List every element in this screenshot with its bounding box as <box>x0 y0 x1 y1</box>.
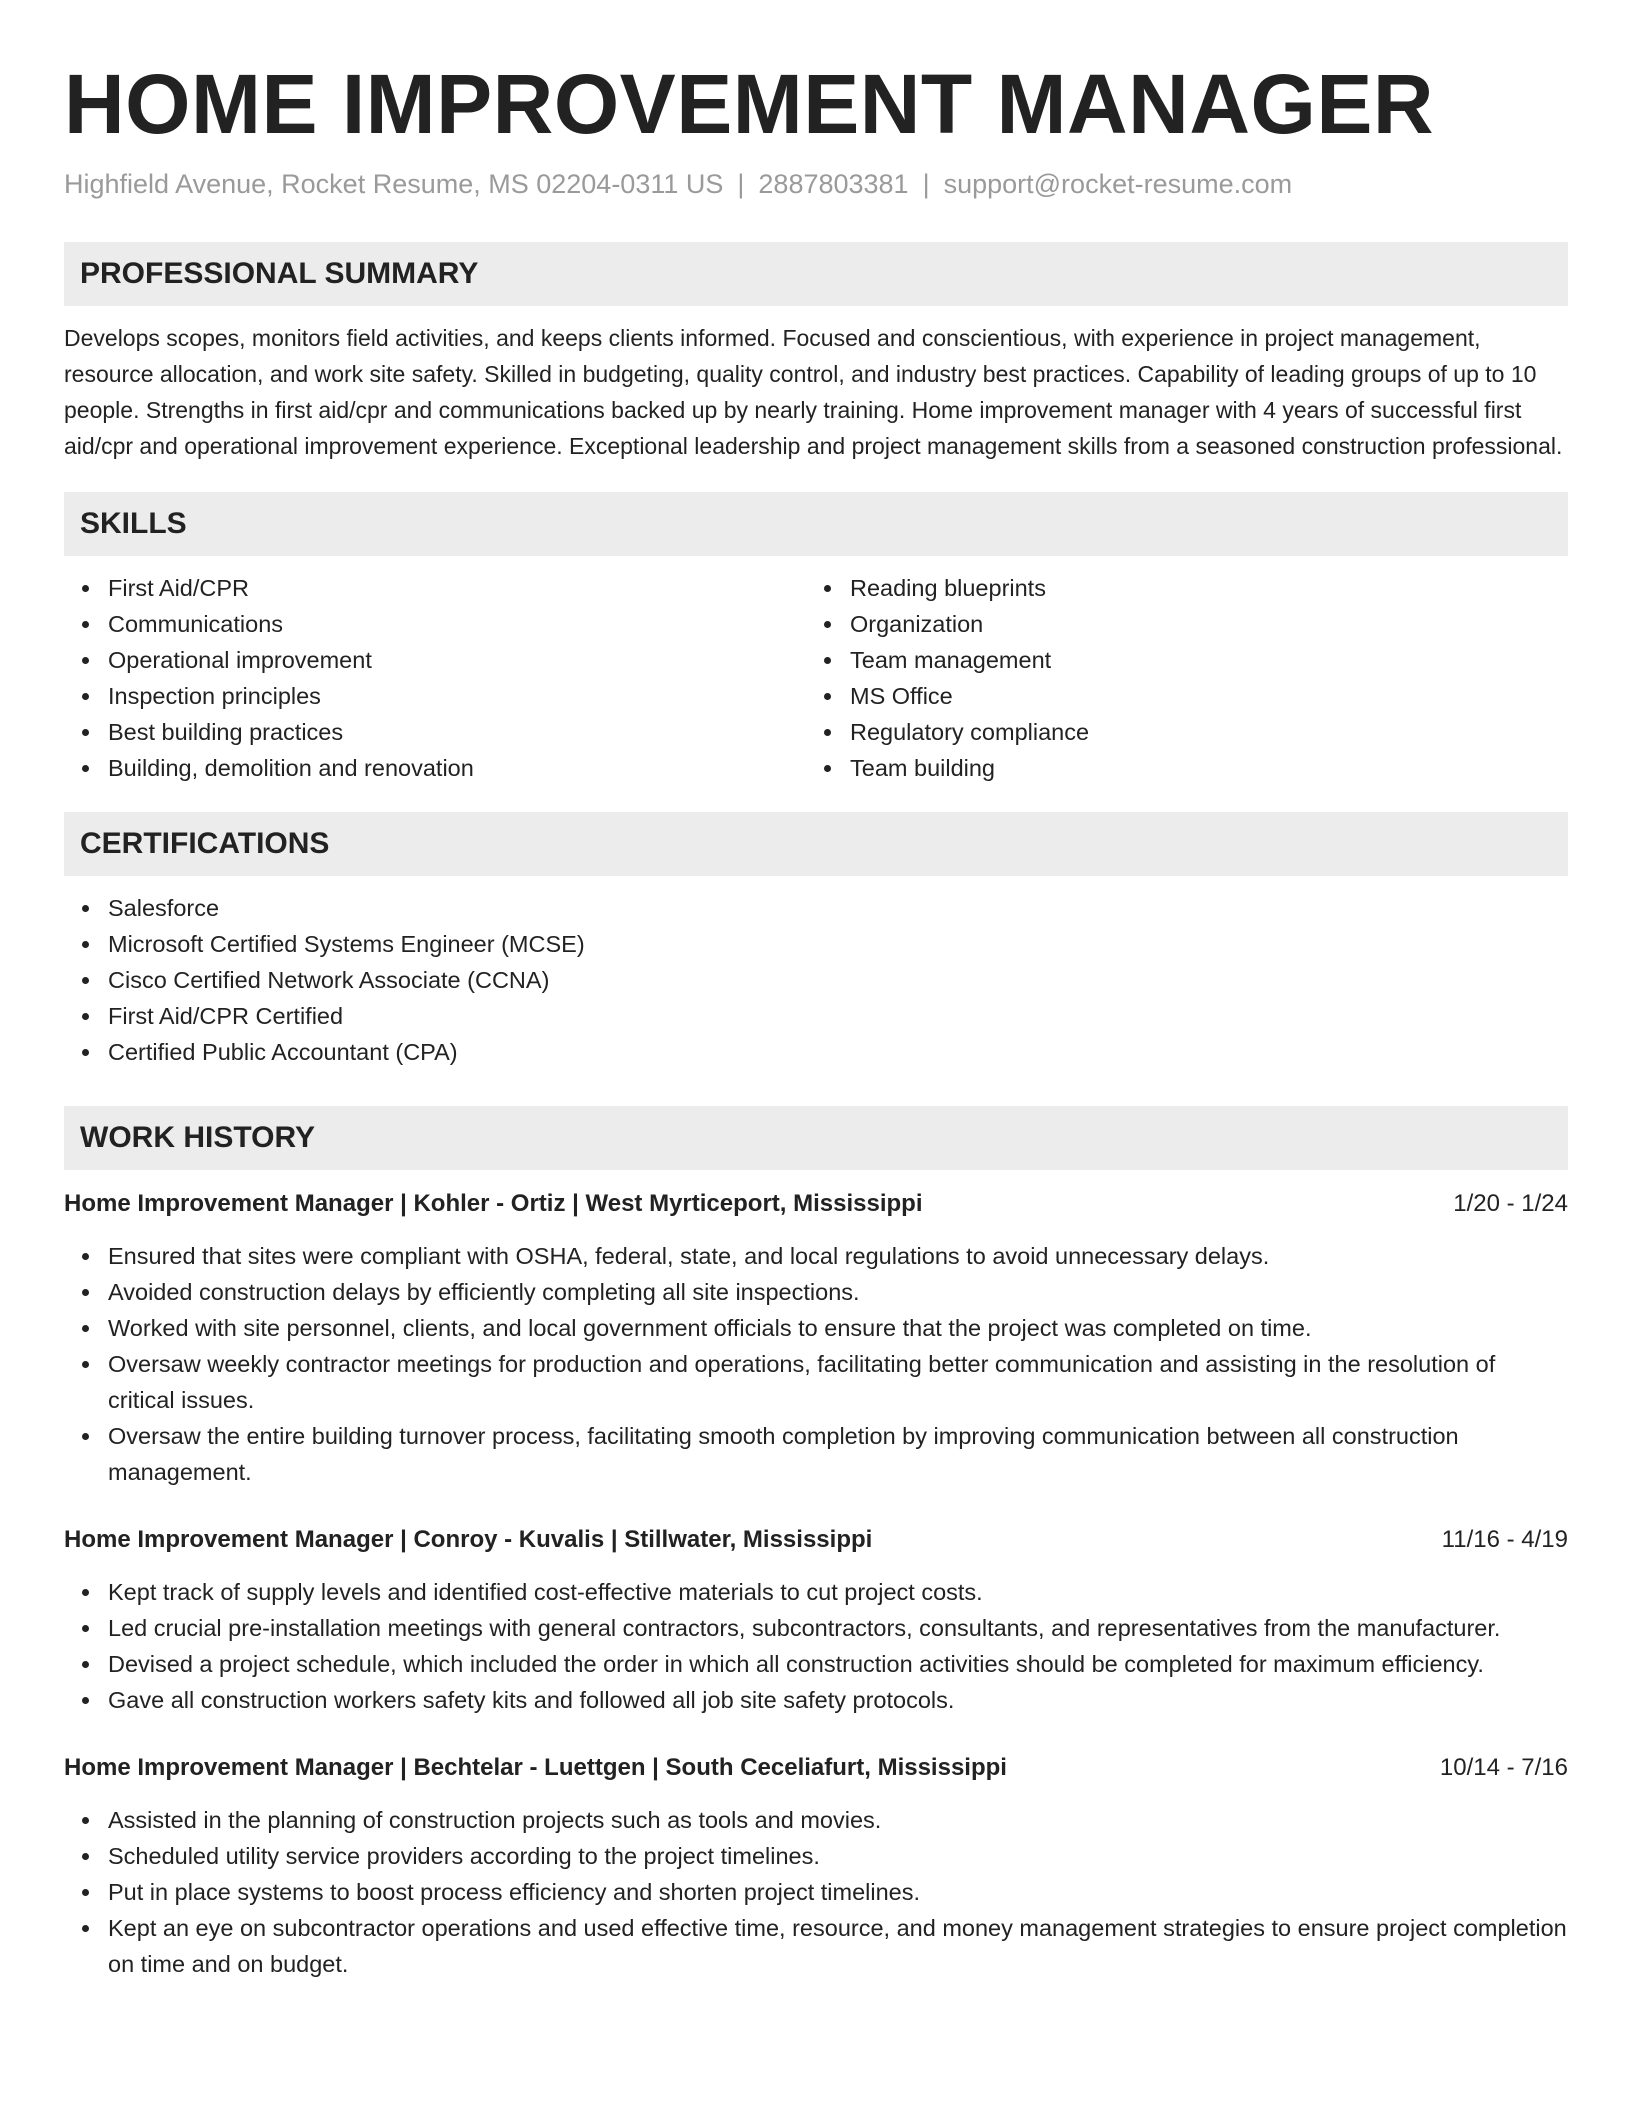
section-header-work-history: WORK HISTORY <box>64 1106 1568 1170</box>
section-header-certifications: CERTIFICATIONS <box>64 812 1568 876</box>
job-bullet: Worked with site personnel, clients, and local government officials to ensure that the project was completed on time. <box>108 1310 1568 1346</box>
job-bullets <box>64 1238 1568 1490</box>
job-bullet: Devised a project schedule, which included the order in which all construction activities should be completed for maximum efficiency. <box>108 1646 1568 1682</box>
skill-item: Operational improvement <box>108 642 806 678</box>
skill-item: Communications <box>108 606 806 642</box>
certification-item: Certified Public Accountant (CPA) <box>108 1034 1568 1070</box>
job-bullet: Ensured that sites were compliant with OSHA, federal, state, and local regulations to avoid unnecessary delays. <box>108 1238 1568 1274</box>
job-bullet: Gave all construction workers safety kits and followed all job site safety protocols. <box>108 1682 1568 1718</box>
skills-list-right <box>806 570 1548 786</box>
job-dates: 10/14 - 7/16 <box>1439 1754 1568 1781</box>
job-title: Home Improvement Manager | Bechtelar - Luettgen | South Ceceliafurt, Mississippi <box>64 1754 1007 1781</box>
job-header <box>64 1750 1568 1786</box>
contact-email: support@rocket-resume.com <box>943 169 1293 199</box>
job-bullet: Avoided construction delays by efficiently completing all site inspections. <box>108 1274 1568 1310</box>
contact-line <box>64 166 1568 202</box>
certification-item: Cisco Certified Network Associate (CCNA) <box>108 962 1568 998</box>
job-bullet: Oversaw the entire building turnover process, facilitating smooth completion by improving communication between all construction management. <box>108 1418 1568 1490</box>
job-bullet: Kept an eye on subcontractor operations and used effective time, resource, and money management strategies to ensure project completion on time and on budget. <box>108 1910 1568 1982</box>
job-entry <box>64 1186 1568 1490</box>
skill-item: Best building practices <box>108 714 806 750</box>
job-header <box>64 1186 1568 1222</box>
skill-item: Team management <box>850 642 1548 678</box>
job-bullet: Assisted in the planning of construction projects such as tools and movies. <box>108 1802 1568 1838</box>
job-dates: 11/16 - 4/19 <box>1441 1526 1568 1553</box>
job-bullet: Led crucial pre-installation meetings with general contractors, subcontractors, consultants, and representatives from the manufacturer. <box>108 1610 1568 1646</box>
certification-item: Salesforce <box>108 890 1568 926</box>
contact-phone: 2887803381 <box>758 169 909 199</box>
certification-item: First Aid/CPR Certified <box>108 998 1568 1034</box>
certifications-list <box>64 890 1568 1070</box>
skill-item: MS Office <box>850 678 1548 714</box>
job-bullets <box>64 1574 1568 1718</box>
section-header-skills: SKILLS <box>64 492 1568 556</box>
job-bullet: Oversaw weekly contractor meetings for production and operations, facilitating better communication and assisting in the resolution of critical issues. <box>108 1346 1568 1418</box>
contact-address: Highfield Avenue, Rocket Resume, MS 02204-0311 US <box>64 169 724 199</box>
skill-item: Reading blueprints <box>850 570 1548 606</box>
skill-item: Team building <box>850 750 1548 786</box>
contact-separator: | <box>737 169 745 199</box>
job-title: Home Improvement Manager | Kohler - Ortiz | West Myrticeport, Mississippi <box>64 1190 923 1217</box>
skill-item: Regulatory compliance <box>850 714 1548 750</box>
section-header-summary: PROFESSIONAL SUMMARY <box>64 242 1568 306</box>
job-bullet: Kept track of supply levels and identified cost-effective materials to cut project costs. <box>108 1574 1568 1610</box>
job-bullet: Put in place systems to boost process efficiency and shorten project timelines. <box>108 1874 1568 1910</box>
skill-item: Inspection principles <box>108 678 806 714</box>
skill-item: First Aid/CPR <box>108 570 806 606</box>
job-header <box>64 1522 1568 1558</box>
resume-page <box>64 56 1568 1982</box>
skills-column-right <box>806 556 1548 786</box>
contact-separator: | <box>922 169 930 199</box>
skills-column-left <box>64 556 806 786</box>
summary-text: Develops scopes, monitors field activities, and keeps clients informed. Focused and conscientious, with experience in project management, resource allocation, and work site safety. Skilled in budgeting, quality control, and industry best practices. Capability of leading groups of up to 10 people. Strengths in first aid/cpr and communications backed up by nearly training. Home improvement manager with 4 years of successful first aid/cpr and operational improvement experience. Exceptional leadership and project management skills from a seasoned construction professional. <box>64 325 1563 459</box>
job-dates: 1/20 - 1/24 <box>1453 1190 1568 1217</box>
skills-list-left <box>64 570 806 786</box>
skill-item: Organization <box>850 606 1548 642</box>
candidate-name: HOME IMPROVEMENT MANAGER <box>64 57 1435 151</box>
job-title: Home Improvement Manager | Conroy - Kuvalis | Stillwater, Mississippi <box>64 1526 873 1553</box>
skills-columns <box>64 556 1568 786</box>
job-bullets <box>64 1802 1568 1982</box>
job-bullet: Scheduled utility service providers according to the project timelines. <box>108 1838 1568 1874</box>
job-entry <box>64 1522 1568 1718</box>
job-entry <box>64 1750 1568 1982</box>
certification-item: Microsoft Certified Systems Engineer (MCSE) <box>108 926 1568 962</box>
skill-item: Building, demolition and renovation <box>108 750 806 786</box>
